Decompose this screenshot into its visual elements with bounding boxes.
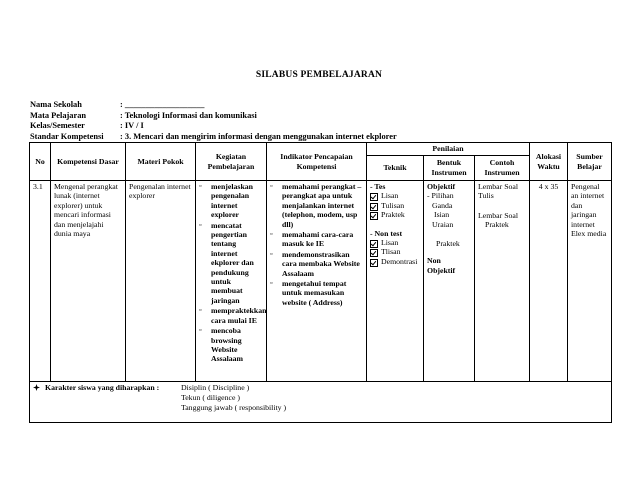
meta-key: Nama Sekolah — [30, 100, 82, 109]
meta-block — [30, 100, 397, 142]
list-item: ▫ mencatat pengertian tentang internet ekplorer dan pendukung untuk membuat jaringan — [199, 221, 263, 306]
meta-key: Kelas/Semester — [30, 121, 85, 130]
karakter-value: Disiplin ( Discipline ) — [181, 383, 250, 392]
meta-row-mapel — [30, 111, 397, 122]
bentuk-ganda: Ganda — [432, 200, 453, 210]
karakter-value: Tekun ( diligence ) — [181, 393, 240, 402]
karakter-cell — [30, 382, 612, 423]
teknik-nontes-label: - Non test — [370, 228, 403, 238]
cell-alokasi: 4 x 35 — [530, 181, 568, 382]
table-row — [30, 181, 612, 382]
bentuk-uraian: Uraian — [432, 219, 454, 229]
diamond-bullet-icon — [33, 384, 40, 391]
meta-value: : Teknologi Informasi dan komunikasi — [120, 110, 257, 120]
checked-item: Lisan — [370, 238, 420, 247]
list-item: ▫ memahami cara-cara masuk ke IE — [270, 230, 363, 249]
list-item: ▫ mempraktekkan cara mulai IE — [199, 306, 263, 325]
checked-item: Praktek — [370, 210, 420, 219]
karakter-label: Karakter siswa yang diharapkan : — [45, 383, 160, 392]
karakter-value: Tanggung jawab ( responsibility ) — [181, 403, 287, 412]
page-title: SILABUS PEMBELAJARAN — [255, 70, 383, 80]
checked-item: Tlisan — [370, 247, 420, 256]
header-row-1 — [30, 143, 612, 156]
list-item: ▫ mencoba browsing Website Assalaam — [199, 326, 263, 364]
meta-key: Standar Kompetensi — [30, 131, 104, 141]
header-no: No — [30, 143, 51, 181]
bentuk-pilihan: - Pilihan — [427, 191, 454, 201]
checked-item: Demontrasi — [370, 257, 420, 266]
meta-value: : IV / I — [120, 121, 144, 130]
cell-kegiatan — [196, 181, 267, 382]
header-kompetensi-dasar: Kompetensi Dasar — [51, 143, 126, 181]
karakter-row — [30, 382, 612, 423]
cell-contoh — [475, 181, 530, 382]
checked-item: Tulisan — [370, 201, 420, 210]
checked-item: Lisan — [370, 191, 420, 200]
meta-value: : ___________________ — [120, 100, 205, 109]
contoh-l4: Praktek — [485, 220, 509, 230]
bentuk-non: Non — [427, 256, 441, 266]
header-alokasi: Alokasi Waktu — [530, 143, 568, 181]
cell-indikator — [267, 181, 367, 382]
header-bentuk: Bentuk Instrumen — [424, 156, 475, 181]
header-penilaian: Penilaian — [367, 143, 530, 156]
bentuk-isian: Isian — [434, 210, 450, 220]
list-item: ▫ menjelaskan pengenalan internet explorer — [199, 182, 263, 220]
list-item: ▫ mendemonstrasikan cara membaka Website Assalaam — [270, 250, 363, 278]
karakter-label-wrap — [33, 383, 181, 413]
cell-materi-pokok: Pengenalan internet explorer — [126, 181, 196, 382]
karakter-values — [181, 383, 286, 413]
header-indikator: Indikator Pencapaian Kompetensi — [267, 143, 367, 181]
bentuk-praktek: Praktek — [436, 239, 460, 249]
cell-kompetensi-dasar: Mengenal perangkat lunak (internet explorer) untuk mencari informasi dan menjelajahi dunia maya — [51, 181, 126, 382]
list-item: ▫ mengetahui tempat untuk memasukan website ( Address) — [270, 279, 363, 307]
contoh-l1: Lembar Soal — [478, 182, 519, 191]
meta-row-standar — [30, 132, 397, 143]
meta-row-kelas — [30, 121, 397, 132]
cell-teknik — [367, 181, 424, 382]
syllabus-table — [29, 142, 612, 423]
bentuk-objektif2: Objektif — [427, 265, 456, 275]
contoh-l2: Tulis — [478, 191, 494, 201]
meta-key: Mata Pelajaran — [30, 110, 87, 120]
cell-sumber: Pengenal an internet dan jaringan internet Elex media — [568, 181, 612, 382]
header-sumber: Sumber Belajar — [568, 143, 612, 181]
header-teknik: Teknik — [367, 156, 424, 181]
header-materi-pokok: Materi Pokok — [126, 143, 196, 181]
teknik-tes-label: - Tes — [370, 182, 386, 191]
meta-value: : 3. Mencari dan mengirim informasi dengan menggunakan internet ekplorer — [120, 131, 397, 141]
header-contoh: Contoh Instrumen — [475, 156, 530, 181]
meta-row-sekolah — [30, 100, 397, 111]
bentuk-objektif: Objektif — [427, 182, 456, 191]
list-item: ▫ memahami perangkat – perangkat apa untuk menjalankan internet (telephon, modem, usp dll) — [270, 182, 363, 229]
cell-bentuk — [424, 181, 475, 382]
header-kegiatan: Kegiatan Pembelajaran — [196, 143, 267, 181]
cell-no: 3.1 — [30, 181, 51, 382]
contoh-l3: Lembar Soal — [478, 210, 519, 220]
